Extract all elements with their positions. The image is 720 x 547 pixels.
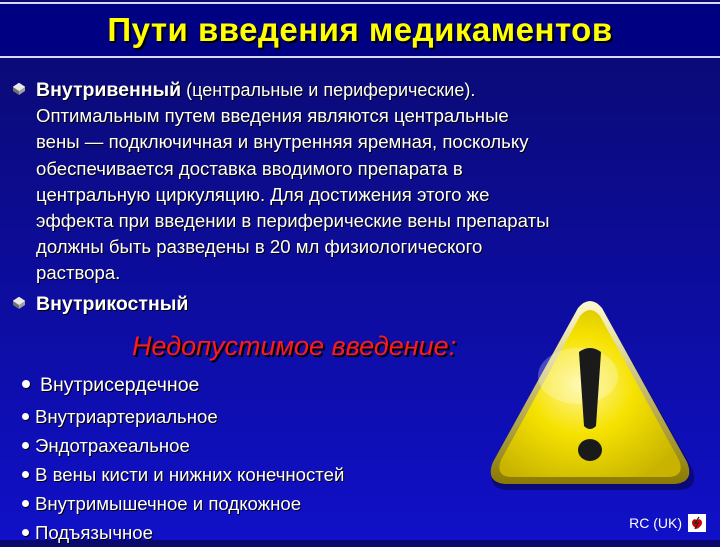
intravenous-line: обеспечивается доставка вводимого препарата в [36,157,463,179]
bullet-dot-icon [22,442,29,449]
list-item: Эндотрахеальное [22,431,344,460]
intravenous-line: Оптимальным путем введения являются центральные [36,105,509,127]
intravenous-note: (центральные и периферические). [181,80,476,100]
intravenous-line: раствора. [36,262,121,284]
intravenous-line: центральную циркуляцию. Для достижения этого же [36,183,490,205]
bullet-diamond-icon [12,82,26,96]
list-item: Внутриартериальное [22,402,344,431]
bullet-intraosseous [36,291,188,317]
list-item: Внутрисердечное [22,371,344,402]
intravenous-line: вены — подключичная и внутренняя яремная, поскольку [36,131,529,153]
title-bar [0,2,720,58]
slide-title: Пути введения медикаментов [107,11,613,48]
list-item: В вены кисти и нижних конечностей [22,460,344,489]
bullet-dot-icon [22,471,29,478]
unacceptable-list [22,371,344,547]
warning-sign-icon [483,296,697,492]
bullet-dot-icon [22,500,29,507]
bullet-diamond-icon [12,296,26,310]
intravenous-heading: Внутривенный [36,79,182,101]
bullet-dot-icon [22,380,30,388]
intravenous-line: эффекта при введении в периферические вены препараты [36,210,550,232]
footer [629,514,706,532]
list-item: Внутримышечное и подкожное [22,489,344,518]
intravenous-line: должны быть разведены в 20 мл физиологического [36,236,483,258]
list-item: Подъязычное [22,518,344,547]
bullet-dot-icon [22,529,29,536]
footer-text: RC (UK) [629,515,682,531]
bullet-intravenous [36,77,706,287]
intraosseous-heading: Внутрикостный [36,293,189,315]
bullet-dot-icon [22,413,29,420]
rc-uk-logo-icon [688,514,706,532]
unacceptable-heading: Недопустимое введение: [132,331,457,361]
